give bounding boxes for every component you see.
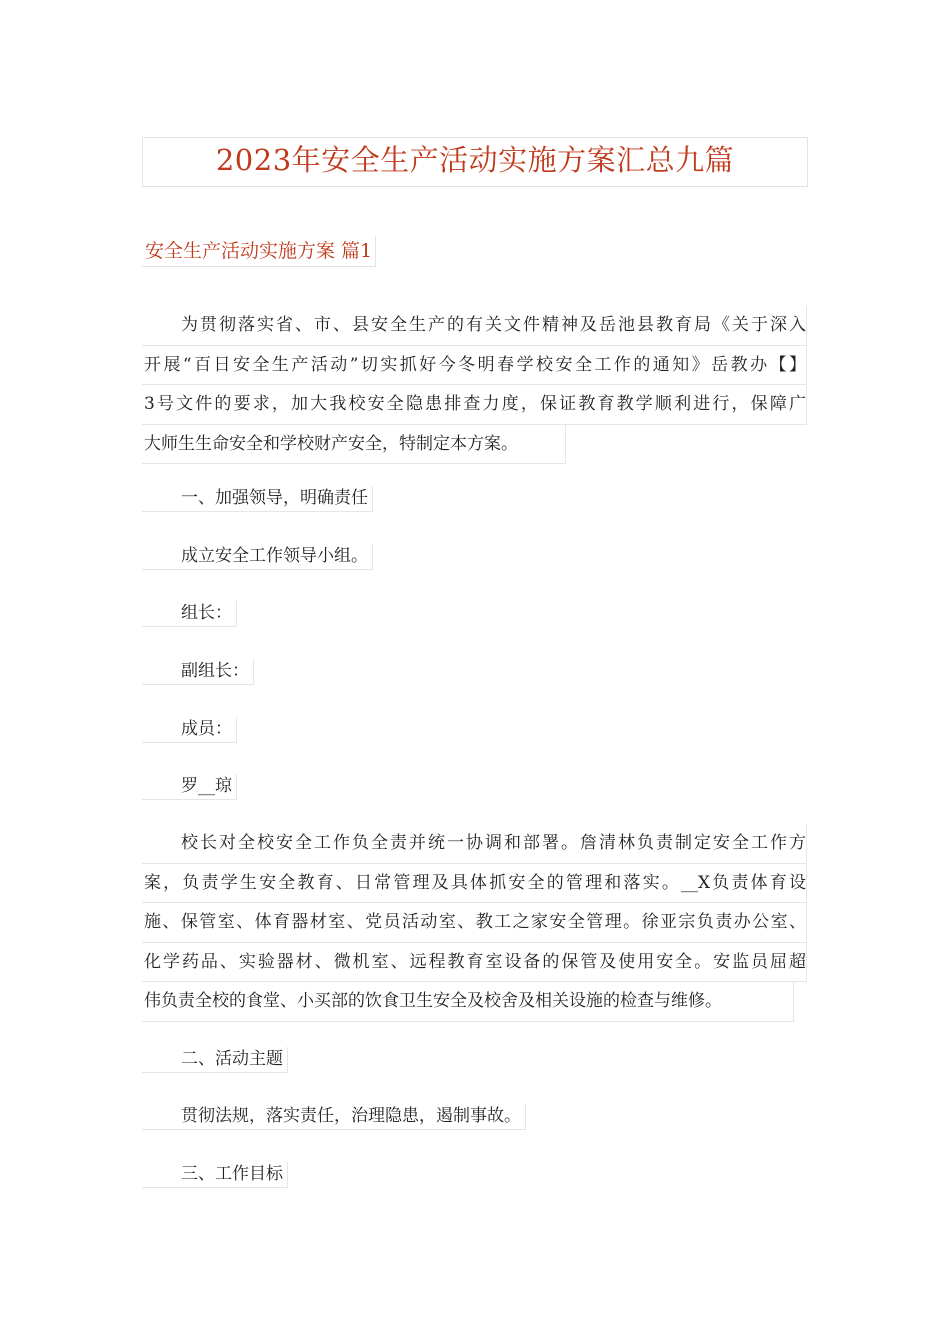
section-heading: 安全生产活动实施方案 篇1 (142, 236, 376, 267)
intro-line: 大师生生命安全和学校财产安全，特制定本方案。 (142, 425, 566, 465)
members-label: 成员： (142, 717, 237, 743)
intro-line: 为贯彻落实省、市、县安全生产的有关文件精神及岳池县教育局《关于深入 (142, 306, 807, 346)
theme-text: 贯彻法规，落实责任，治理隐患，遏制事故。 (142, 1104, 526, 1130)
item2-heading: 二、活动主题 (142, 1047, 288, 1073)
duty-line: 案，负责学生安全教育、日常管理及具体抓安全的管理和落实。__X负责体育设 (142, 864, 807, 904)
document-title: 2023年安全生产活动实施方案汇总九篇 (142, 137, 808, 187)
intro-paragraph (142, 306, 807, 464)
duty-line: 校长对全校安全工作负全责并统一协调和部署。詹清林负责制定安全工作方 (142, 824, 807, 864)
item3-heading: 三、工作目标 (142, 1162, 288, 1188)
leader-group-text: 成立安全工作领导小组。 (142, 544, 373, 570)
member-name: 罗__琼 (142, 774, 237, 800)
duty-line: 化学药品、实验器材、微机室、远程教育室设备的保管及使用安全。安监员屈超 (142, 943, 807, 983)
duty-line: 施、保管室、体育器材室、党员活动室、教工之家安全管理。徐亚宗负责办公室、 (142, 903, 807, 943)
intro-line: 开展“百日安全生产活动”切实抓好今冬明春学校安全工作的通知》岳教办【】 (142, 346, 807, 386)
duty-line: 伟负责全校的食堂、小买部的饮食卫生安全及校舍及相关设施的检查与维修。 (142, 982, 794, 1022)
duty-paragraph (142, 824, 807, 1022)
deputy-leader-label: 副组长： (142, 659, 254, 685)
leader-label: 组长： (142, 601, 237, 627)
item1-heading: 一、加强领导，明确责任 (142, 486, 373, 512)
intro-line: 3号文件的要求，加大我校安全隐患排查力度，保证教育教学顺利进行，保障广 (142, 385, 807, 425)
